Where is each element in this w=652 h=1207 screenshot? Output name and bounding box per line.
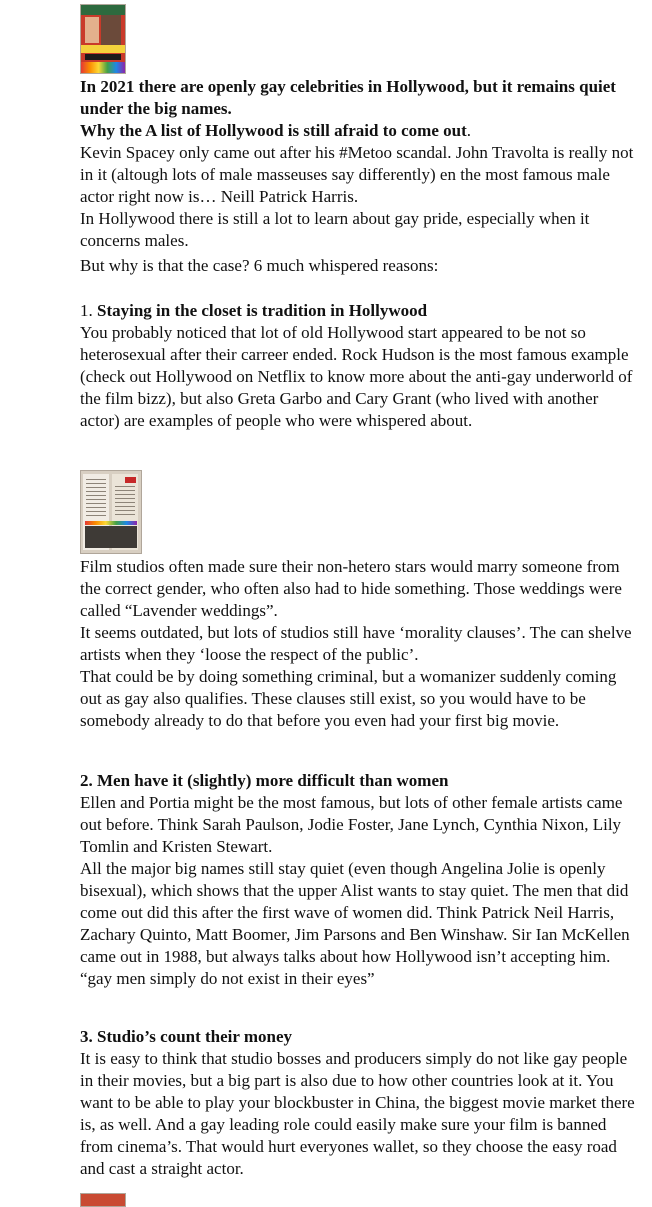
section-2 (80, 770, 640, 990)
magazine-spread-image (80, 470, 142, 554)
section-paragraph: You probably noticed that lot of old Hollywood start appeared to be not so heterosexual after their carreer ended. Rock Hudson is the most famous example (check out Hollywood on Netflix to know more about the anti-gay underworld of the film bizz), but also Greta Garbo and Cary Grant (who lived with another actor) are examples of people who were whispered about. (80, 323, 633, 430)
section-1 (80, 300, 640, 432)
magazine-cover-image (80, 4, 126, 74)
headline: In 2021 there are openly gay celebrities in Hollywood, but it remains quiet under the big names. (80, 77, 616, 118)
section-heading: 1. Staying in the closet is tradition in Hollywood (80, 301, 428, 320)
section-paragraph: All the major big names still stay quiet (even though Angelina Jolie is openly bisexual), which shows that the upper Alist wants to stay quiet. The men that did come out did this after the first wave of women did. Think Patrick Neil Harris, Zachary Quinto, Matt Boomer, Jim Parsons and Ben Winshaw. Sir Ian McKellen came out in 1988, but always talks about how Hollywood isn’t accepting him. “gay men simply do not exist in their eyes” (80, 859, 630, 988)
intro-paragraph: But why is that the case? 6 much whispered reasons: (80, 256, 439, 275)
section-1-continued (80, 556, 640, 732)
section-paragraph: It seems outdated, but lots of studios still have ‘morality clauses’. The can shelve artists when they ‘loose the respect of the public’. (80, 623, 632, 664)
subheadline: Why the A list of Hollywood is still afraid to come out. (80, 121, 471, 140)
section-paragraph: Ellen and Portia might be the most famous, but lots of other female artists came out before. Think Sarah Paulson, Jodie Foster, Jane Lynch, Cynthia Nixon, Lily Tomlin and Kristen Stewart. (80, 793, 623, 856)
section-heading: 3. Studio’s count their money (80, 1027, 293, 1046)
intro-section (80, 76, 640, 277)
section-paragraph: It is easy to think that studio bosses and producers simply do not like gay people in their movies, but a big part is also due to how other countries look at it. You want to be able to play your blockbuster in China, the biggest movie market there is, as well. And a gay leading role could easily make sure your film is banned from cinema’s. That would hurt everyones wallet, so they choose the easy road and cast a straight actor. (80, 1049, 635, 1178)
magazine-page-image (80, 1193, 126, 1207)
intro-paragraph: Kevin Spacey only came out after his #Metoo scandal. John Travolta is really not in it (altough lots of male masseuses say differently) en the most famous male actor right now is… Neill Patrick Harris. (80, 143, 634, 206)
section-heading: 2. Men have it (slightly) more difficult than women (80, 771, 449, 790)
section-paragraph: Film studios often made sure their non-hetero stars would marry someone from the correct gender, who often also had to hide something. Those weddings were called “Lavender weddings”. (80, 557, 622, 620)
intro-paragraph: In Hollywood there is still a lot to learn about gay pride, especially when it concerns males. (80, 209, 590, 250)
section-3 (80, 1026, 640, 1180)
section-paragraph: That could be by doing something criminal, but a womanizer suddenly coming out as gay also qualifies. These clauses still exist, so you would have to be somebody already to do that before you even had your first big movie. (80, 667, 617, 730)
